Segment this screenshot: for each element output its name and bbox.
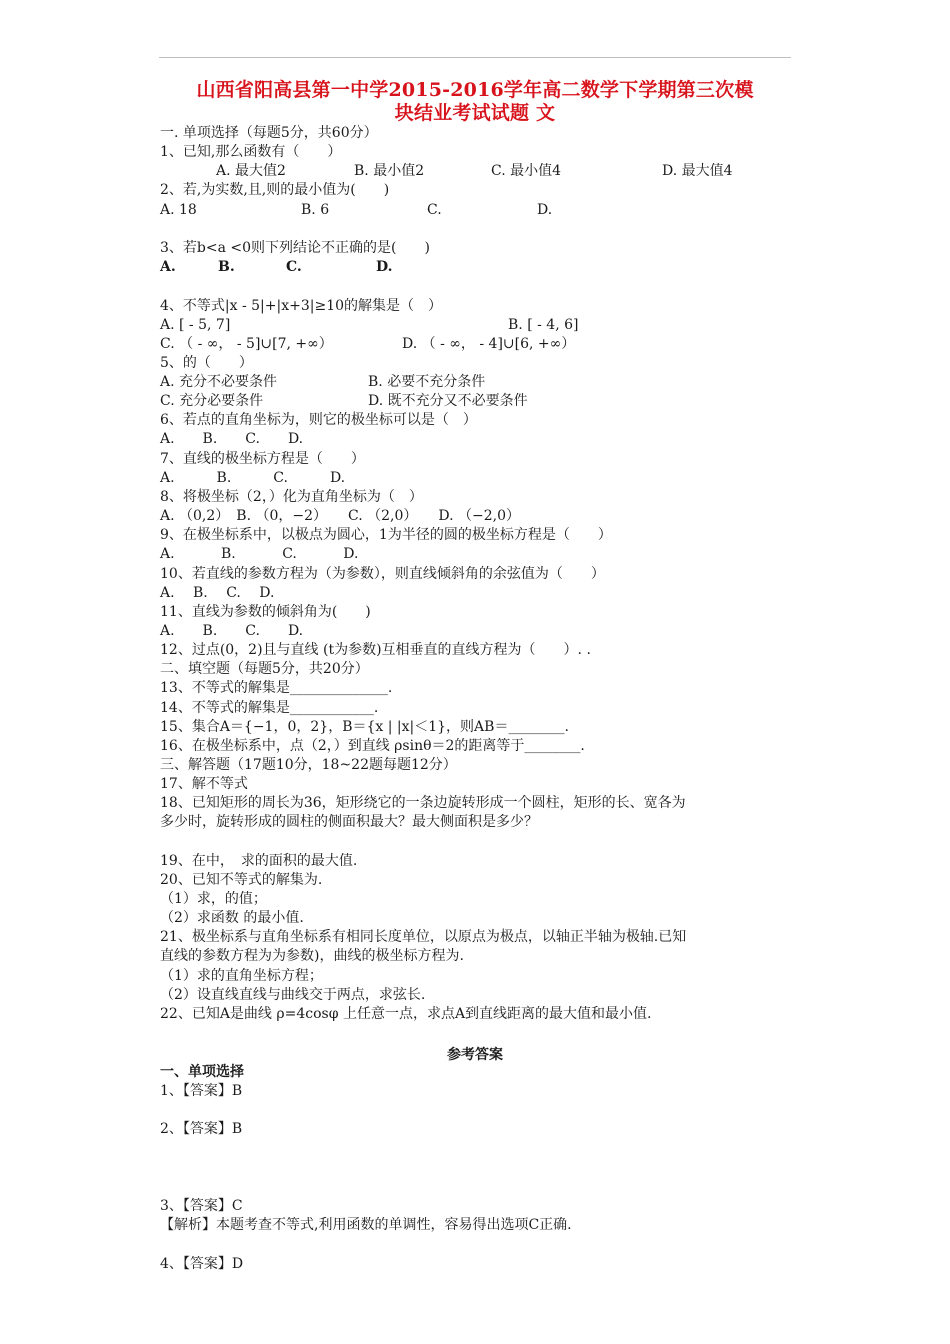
q5-option-c: C. 充分必要条件 <box>160 393 264 409</box>
q3-option-d: D. <box>376 259 393 275</box>
question-4: 4、不等式|x - 5|+|x+3|≥10的解集是（ ） <box>160 298 443 314</box>
section-heading-fill: 二、填空题（每题5分，共20分） <box>160 661 369 677</box>
q4-option-c: C. （ - ∞， - 5]∪[7, +∞） <box>160 336 333 352</box>
question-12: 12、过点(0，2)且与直线 (t为参数)互相垂直的直线方程为（ ）. . <box>160 642 591 658</box>
q10-options: A. B. C. D. <box>160 585 275 601</box>
header-rule <box>159 57 791 58</box>
q2-option-c: C. <box>427 202 442 218</box>
question-20-part2: （2）求函数 的最小值. <box>160 910 304 926</box>
question-17: 17、解不等式 <box>160 776 248 792</box>
question-14: 14、不等式的解集是____________. <box>160 700 379 716</box>
question-2: 2、若,为实数,且,则的最小值为( ) <box>160 182 390 198</box>
answer-3: 3、【答案】C <box>160 1198 243 1214</box>
question-15: 15、集合A＝{−1，0，2}，B＝{x | |x|＜1}，则AB＝________. <box>160 719 569 735</box>
answer-1: 1、【答案】B <box>160 1083 243 1099</box>
question-22: 22、已知A是曲线 ρ=4cosφ 上任意一点，求点A到直线距离的最大值和最小值. <box>160 1006 652 1022</box>
question-5: 5、的（ ） <box>160 355 253 371</box>
answer-2: 2、【答案】B <box>160 1121 243 1137</box>
section-heading-choice: 一. 单项选择（每题5分，共60分） <box>160 125 378 141</box>
section-heading-solve: 三、解答题（17题10分，18~22题每题12分） <box>160 757 457 773</box>
question-20-part1: （1）求，的值； <box>160 891 267 907</box>
q7-options: A. B. C. D. <box>160 470 346 486</box>
answers-section-heading: 一、单项选择 <box>160 1064 244 1080</box>
question-9: 9、在极坐标系中，以极点为圆心，1为半径的圆的极坐标方程是（ ） <box>160 527 612 543</box>
q1-option-d: D. 最大值4 <box>662 163 733 179</box>
question-21-line2: 直线的参数方程为为参数)，曲线的极坐标方程为. <box>160 948 464 964</box>
question-1: 1、已知,那么函数有（ ） <box>160 144 342 160</box>
question-18-line1: 18、已知矩形的周长为36，矩形绕它的一条边旋转形成一个圆柱，矩形的长、宽各为 <box>160 795 686 811</box>
question-10: 10、若直线的参数方程为（为参数），则直线倾斜角的余弦值为（ ） <box>160 566 605 582</box>
question-18-line2: 多少时，旋转形成的圆柱的侧面积最大？最大侧面积是多少？ <box>160 814 538 830</box>
q2-option-a: A. 18 <box>160 202 197 218</box>
question-11: 11、直线为参数的倾斜角为( ) <box>160 604 371 620</box>
question-19: 19、在中， 求的面积的最大值. <box>160 853 358 869</box>
question-20: 20、已知不等式的解集为. <box>160 872 323 888</box>
q1-option-c: C. 最小值4 <box>491 163 562 179</box>
q4-option-b: B. [ - 4, 6] <box>508 317 579 333</box>
doc-title-line2: 块结业考试试题 文 <box>394 102 556 124</box>
question-21-part2: （2）设直线直线与曲线交于两点，求弦长. <box>160 987 426 1003</box>
question-21-part1: （1）求的直角坐标方程； <box>160 968 323 984</box>
q3-option-c: C. <box>286 259 302 275</box>
q3-option-a: A. <box>160 259 176 275</box>
q5-option-d: D. 既不充分又不必要条件 <box>368 393 528 409</box>
q2-option-b: B. 6 <box>301 202 330 218</box>
q8-options: A. （0,2） B. （0，−2） C. （2,0） D. （−2,0） <box>160 508 521 524</box>
q5-option-b: B. 必要不充分条件 <box>368 374 486 390</box>
q5-option-a: A. 充分不必要条件 <box>160 374 278 390</box>
q2-option-d: D. <box>537 202 553 218</box>
q1-option-b: B. 最小值2 <box>354 163 425 179</box>
q3-option-b: B. <box>218 259 235 275</box>
question-21-line1: 21、极坐标系与直角坐标系有相同长度单位，以原点为极点，以轴正半轴为极轴.已知 <box>160 929 687 945</box>
question-3: 3、若b<a <0则下列结论不正确的是( ) <box>160 240 430 256</box>
q4-option-a: A. [ - 5, 7] <box>160 317 231 333</box>
q9-options: A. B. C. D. <box>160 546 359 562</box>
q4-option-d: D. （ - ∞， - 4]∪[6, +∞） <box>402 336 576 352</box>
answer-4: 4、【答案】D <box>160 1256 244 1272</box>
doc-title-line1: 山西省阳高县第一中学2015-2016学年高二数学下学期第三次模 <box>196 79 754 101</box>
q6-options: A. B. C. D. <box>160 431 304 447</box>
q11-options: A. B. C. D. <box>160 623 304 639</box>
answers-title: 参考答案 <box>447 1047 503 1063</box>
question-6: 6、若点的直角坐标为，则它的极坐标可以是（ ） <box>160 412 477 428</box>
question-13: 13、不等式的解集是______________. <box>160 680 393 696</box>
question-16: 16、在极坐标系中，点（2，）到直线 ρsinθ＝2的距离等于________. <box>160 738 585 754</box>
q1-option-a: A. 最大值2 <box>216 163 286 179</box>
answer-3-explanation: 【解析】本题考查不等式,利用函数的单调性，容易得出选项C正确. <box>160 1217 572 1233</box>
question-7: 7、直线的极坐标方程是（ ） <box>160 451 365 467</box>
question-8: 8、将极坐标（2，）化为直角坐标为（ ） <box>160 489 423 505</box>
